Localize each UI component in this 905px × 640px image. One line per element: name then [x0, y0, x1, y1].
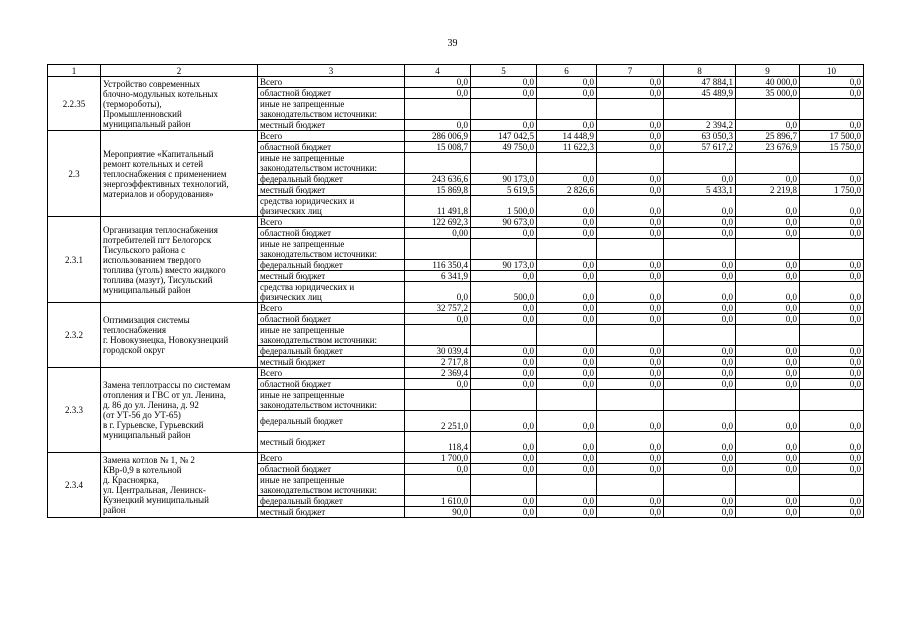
- value-cell: 5 433,1: [664, 185, 736, 196]
- value-cell: 2 394,2: [664, 120, 736, 131]
- value-cell: [800, 390, 864, 411]
- header-cell: 10: [800, 65, 864, 77]
- value-cell: 6 341,9: [405, 271, 471, 282]
- value-cell: 0,0: [537, 368, 597, 379]
- value-cell: 2 219,8: [736, 185, 800, 196]
- value-cell: [800, 325, 864, 346]
- value-cell: 0,0: [800, 314, 864, 325]
- value-cell: 0,0: [597, 282, 664, 303]
- value-cell: 0,0: [664, 379, 736, 390]
- funding-source: федеральный бюджет: [258, 411, 405, 432]
- value-cell: 116 350,4: [405, 260, 471, 271]
- value-cell: [537, 99, 597, 120]
- value-cell: 0,0: [537, 282, 597, 303]
- value-cell: 0,0: [537, 379, 597, 390]
- value-cell: 35 000,0: [736, 88, 800, 99]
- value-cell: 0,0: [736, 453, 800, 464]
- value-cell: 23 676,9: [736, 142, 800, 153]
- value-cell: [736, 475, 800, 496]
- value-cell: 0,0: [736, 196, 800, 217]
- value-cell: 0,0: [800, 282, 864, 303]
- value-cell: [736, 390, 800, 411]
- value-cell: 0,0: [736, 217, 800, 228]
- table-row: [48, 131, 864, 142]
- value-cell: 40 000,0: [736, 77, 800, 88]
- value-cell: [405, 475, 471, 496]
- value-cell: 2 717,8: [405, 357, 471, 368]
- value-cell: 243 636,6: [405, 174, 471, 185]
- funding-source: областной бюджет: [258, 88, 405, 99]
- value-cell: 0,0: [800, 411, 864, 432]
- value-cell: 0,0: [597, 77, 664, 88]
- value-cell: [471, 239, 537, 260]
- value-cell: 0,00: [405, 228, 471, 239]
- value-cell: 49 750,0: [471, 142, 537, 153]
- value-cell: 500,0: [471, 282, 537, 303]
- value-cell: 0,0: [736, 228, 800, 239]
- value-cell: 2 369,4: [405, 368, 471, 379]
- value-cell: 0,0: [537, 357, 597, 368]
- value-cell: 0,0: [800, 368, 864, 379]
- value-cell: 0,0: [800, 196, 864, 217]
- value-cell: 2 826,6: [537, 185, 597, 196]
- value-cell: [664, 475, 736, 496]
- value-cell: [664, 390, 736, 411]
- value-cell: 0,0: [800, 379, 864, 390]
- header-cell: 5: [471, 65, 537, 77]
- table-row: [48, 303, 864, 314]
- funding-source: Всего: [258, 217, 405, 228]
- value-cell: [537, 153, 597, 174]
- value-cell: [736, 325, 800, 346]
- value-cell: 0,0: [800, 260, 864, 271]
- value-cell: 0,0: [800, 120, 864, 131]
- item-name: Замена котлов № 1, № 2 КВр-0,9 в котельной д. Красноярка, ул. Центральная, Ленинск- Кузнецкий муниципальный район: [101, 453, 258, 518]
- value-cell: 0,0: [405, 120, 471, 131]
- value-cell: 0,0: [800, 357, 864, 368]
- value-cell: 2 251,0: [405, 411, 471, 432]
- value-cell: 0,0: [471, 314, 537, 325]
- value-cell: 0,0: [597, 131, 664, 142]
- value-cell: 0,0: [736, 174, 800, 185]
- value-cell: 0,0: [597, 303, 664, 314]
- item-name: Оптимизация системы теплоснабжения г. Новокузнецка, Новокузнецкий городской округ: [101, 303, 258, 368]
- value-cell: 0,0: [537, 260, 597, 271]
- value-cell: 0,0: [405, 314, 471, 325]
- value-cell: 0,0: [537, 346, 597, 357]
- value-cell: 0,0: [664, 174, 736, 185]
- value-cell: 0,0: [800, 507, 864, 518]
- value-cell: 0,0: [597, 88, 664, 99]
- header-cell: 1: [48, 65, 101, 77]
- table-row: [48, 368, 864, 379]
- funding-source: местный бюджет: [258, 432, 405, 453]
- value-cell: 0,0: [664, 260, 736, 271]
- value-cell: [736, 99, 800, 120]
- value-cell: 0,0: [664, 346, 736, 357]
- value-cell: [405, 99, 471, 120]
- value-cell: 0,0: [597, 217, 664, 228]
- value-cell: 0,0: [664, 217, 736, 228]
- value-cell: 0,0: [405, 464, 471, 475]
- value-cell: 0,0: [471, 411, 537, 432]
- value-cell: 0,0: [537, 120, 597, 131]
- funding-source: местный бюджет: [258, 271, 405, 282]
- value-cell: 0,0: [664, 282, 736, 303]
- value-cell: 0,0: [471, 271, 537, 282]
- value-cell: 0,0: [405, 379, 471, 390]
- value-cell: [405, 390, 471, 411]
- value-cell: 0,0: [537, 303, 597, 314]
- value-cell: 0,0: [537, 496, 597, 507]
- funding-source: средства юридических и физических лиц: [258, 196, 405, 217]
- value-cell: 0,0: [800, 303, 864, 314]
- value-cell: [537, 239, 597, 260]
- header-cell: 6: [537, 65, 597, 77]
- value-cell: 0,0: [664, 368, 736, 379]
- value-cell: [537, 475, 597, 496]
- table-row: [48, 453, 864, 464]
- funding-source: местный бюджет: [258, 357, 405, 368]
- value-cell: 0,0: [736, 496, 800, 507]
- value-cell: 0,0: [471, 368, 537, 379]
- value-cell: 122 692,3: [405, 217, 471, 228]
- value-cell: 0,0: [736, 303, 800, 314]
- value-cell: 0,0: [537, 196, 597, 217]
- value-cell: [664, 153, 736, 174]
- value-cell: [471, 390, 537, 411]
- budget-table: [47, 64, 864, 518]
- funding-source: Всего: [258, 303, 405, 314]
- value-cell: [664, 99, 736, 120]
- value-cell: 286 006,9: [405, 131, 471, 142]
- value-cell: 0,0: [664, 507, 736, 518]
- value-cell: 0,0: [800, 453, 864, 464]
- value-cell: 0,0: [664, 432, 736, 453]
- item-code: 2.3.2: [48, 303, 101, 368]
- value-cell: [405, 239, 471, 260]
- value-cell: [736, 239, 800, 260]
- value-cell: 0,0: [471, 357, 537, 368]
- value-cell: 0,0: [537, 228, 597, 239]
- funding-source: областной бюджет: [258, 314, 405, 325]
- value-cell: 0,0: [471, 379, 537, 390]
- value-cell: [800, 153, 864, 174]
- value-cell: 1 700,0: [405, 453, 471, 464]
- value-cell: [597, 239, 664, 260]
- value-cell: 0,0: [664, 357, 736, 368]
- value-cell: 0,0: [537, 432, 597, 453]
- value-cell: 0,0: [736, 464, 800, 475]
- value-cell: 0,0: [664, 196, 736, 217]
- value-cell: 0,0: [597, 411, 664, 432]
- value-cell: 0,0: [597, 346, 664, 357]
- value-cell: 0,0: [664, 464, 736, 475]
- value-cell: 0,0: [800, 432, 864, 453]
- value-cell: 15 869,8: [405, 185, 471, 196]
- value-cell: 63 050,3: [664, 131, 736, 142]
- value-cell: 14 448,9: [537, 131, 597, 142]
- value-cell: 0,0: [597, 368, 664, 379]
- value-cell: [597, 153, 664, 174]
- header-cell: 2: [101, 65, 258, 77]
- value-cell: 0,0: [736, 271, 800, 282]
- value-cell: 1 750,0: [800, 185, 864, 196]
- value-cell: 0,0: [800, 174, 864, 185]
- value-cell: 0,0: [471, 507, 537, 518]
- value-cell: 45 489,9: [664, 88, 736, 99]
- value-cell: 0,0: [664, 228, 736, 239]
- value-cell: 0,0: [597, 260, 664, 271]
- value-cell: 0,0: [664, 411, 736, 432]
- value-cell: 11 491,8: [405, 196, 471, 217]
- value-cell: 90 673,0: [471, 217, 537, 228]
- value-cell: 25 896,7: [736, 131, 800, 142]
- value-cell: 0,0: [537, 217, 597, 228]
- value-cell: [471, 99, 537, 120]
- value-cell: 0,0: [471, 303, 537, 314]
- value-cell: 0,0: [736, 368, 800, 379]
- value-cell: 90,0: [405, 507, 471, 518]
- item-code: 2.3.1: [48, 217, 101, 303]
- value-cell: 0,0: [537, 453, 597, 464]
- value-cell: 1 500,0: [471, 196, 537, 217]
- value-cell: [597, 475, 664, 496]
- item-name: Мероприятие «Капитальный ремонт котельных и сетей теплоснабжения с применением энергоэффективных технологий, материалов и оборудования»: [101, 131, 258, 217]
- value-cell: 0,0: [471, 120, 537, 131]
- value-cell: 0,0: [597, 228, 664, 239]
- header-cell: 3: [258, 65, 405, 77]
- value-cell: 0,0: [800, 346, 864, 357]
- value-cell: 0,0: [736, 432, 800, 453]
- funding-source: иные не запрещенные законодательством источники:: [258, 239, 405, 260]
- value-cell: 0,0: [537, 271, 597, 282]
- value-cell: 0,0: [597, 496, 664, 507]
- value-cell: 11 622,3: [537, 142, 597, 153]
- value-cell: 0,0: [597, 453, 664, 464]
- value-cell: 0,0: [664, 453, 736, 464]
- funding-source: местный бюджет: [258, 120, 405, 131]
- value-cell: 0,0: [471, 496, 537, 507]
- value-cell: [597, 99, 664, 120]
- value-cell: 0,0: [664, 303, 736, 314]
- table-row: [48, 217, 864, 228]
- funding-source: местный бюджет: [258, 507, 405, 518]
- value-cell: [537, 325, 597, 346]
- value-cell: 0,0: [597, 185, 664, 196]
- header-cell: 9: [736, 65, 800, 77]
- value-cell: 0,0: [597, 314, 664, 325]
- header-cell: 7: [597, 65, 664, 77]
- funding-source: местный бюджет: [258, 185, 405, 196]
- value-cell: 0,0: [537, 174, 597, 185]
- value-cell: 0,0: [537, 464, 597, 475]
- value-cell: [664, 239, 736, 260]
- funding-source: областной бюджет: [258, 142, 405, 153]
- value-cell: 147 042,5: [471, 131, 537, 142]
- value-cell: 0,0: [471, 432, 537, 453]
- value-cell: 0,0: [736, 314, 800, 325]
- value-cell: 57 617,2: [664, 142, 736, 153]
- funding-source: федеральный бюджет: [258, 346, 405, 357]
- value-cell: 15 008,7: [405, 142, 471, 153]
- value-cell: [664, 325, 736, 346]
- value-cell: 30 039,4: [405, 346, 471, 357]
- value-cell: 0,0: [800, 496, 864, 507]
- funding-source: иные не запрещенные законодательством источники:: [258, 153, 405, 174]
- value-cell: 0,0: [471, 228, 537, 239]
- value-cell: 0,0: [736, 357, 800, 368]
- value-cell: 0,0: [405, 282, 471, 303]
- value-cell: [597, 390, 664, 411]
- item-name: Устройство современных блочно-модульных котельных (термороботы), Промышленновский муниципальный район: [101, 77, 258, 131]
- value-cell: 0,0: [471, 77, 537, 88]
- value-cell: 32 757,2: [405, 303, 471, 314]
- item-code: 2.3: [48, 131, 101, 217]
- value-cell: 5 619,5: [471, 185, 537, 196]
- value-cell: 0,0: [664, 271, 736, 282]
- value-cell: 0,0: [537, 411, 597, 432]
- value-cell: 0,0: [800, 88, 864, 99]
- value-cell: 0,0: [597, 432, 664, 453]
- funding-source: иные не запрещенные законодательством источники:: [258, 390, 405, 411]
- value-cell: [800, 99, 864, 120]
- value-cell: 0,0: [537, 77, 597, 88]
- funding-source: федеральный бюджет: [258, 174, 405, 185]
- value-cell: 0,0: [736, 346, 800, 357]
- header-cell: 4: [405, 65, 471, 77]
- value-cell: 0,0: [597, 142, 664, 153]
- value-cell: 0,0: [736, 379, 800, 390]
- funding-source: федеральный бюджет: [258, 260, 405, 271]
- item-name: Замена теплотрассы по системам отопления и ГВС от ул. Ленина, д. 86 до ул. Ленина, д. 92 (от УТ-56 до УТ-65) в г. Гурьевске, Гурьевский муниципальный район: [101, 368, 258, 453]
- value-cell: [471, 325, 537, 346]
- item-name: Организация теплоснабжения потребителей пгт Белогорск Тисульского района с использованием твердого топлива (уголь) вместо жидкого топлива (мазут), Тисульский муниципальный район: [101, 217, 258, 303]
- value-cell: 15 750,0: [800, 142, 864, 153]
- value-cell: 0,0: [597, 357, 664, 368]
- value-cell: [405, 153, 471, 174]
- value-cell: 17 500,0: [800, 131, 864, 142]
- funding-source: Всего: [258, 453, 405, 464]
- funding-source: Всего: [258, 368, 405, 379]
- value-cell: 0,0: [597, 120, 664, 131]
- value-cell: 0,0: [597, 464, 664, 475]
- funding-source: иные не запрещенные законодательством источники:: [258, 475, 405, 496]
- value-cell: [736, 153, 800, 174]
- funding-source: Всего: [258, 131, 405, 142]
- value-cell: 0,0: [597, 196, 664, 217]
- value-cell: 0,0: [800, 271, 864, 282]
- value-cell: 0,0: [800, 228, 864, 239]
- item-code: 2.2.35: [48, 77, 101, 131]
- value-cell: 0,0: [597, 174, 664, 185]
- value-cell: 0,0: [471, 453, 537, 464]
- item-code: 2.3.4: [48, 453, 101, 518]
- value-cell: 118,4: [405, 432, 471, 453]
- value-cell: 0,0: [736, 507, 800, 518]
- value-cell: 47 884,1: [664, 77, 736, 88]
- value-cell: 90 173,0: [471, 260, 537, 271]
- value-cell: [800, 475, 864, 496]
- value-cell: 1 610,0: [405, 496, 471, 507]
- value-cell: 0,0: [597, 379, 664, 390]
- value-cell: 0,0: [471, 464, 537, 475]
- value-cell: 0,0: [664, 496, 736, 507]
- funding-source: федеральный бюджет: [258, 496, 405, 507]
- value-cell: [405, 325, 471, 346]
- funding-source: иные не запрещенные законодательством источники:: [258, 325, 405, 346]
- value-cell: 0,0: [405, 77, 471, 88]
- table-row: [48, 77, 864, 88]
- value-cell: 0,0: [537, 507, 597, 518]
- value-cell: 0,0: [664, 314, 736, 325]
- value-cell: 90 173,0: [471, 174, 537, 185]
- value-cell: [471, 153, 537, 174]
- value-cell: [800, 239, 864, 260]
- value-cell: 0,0: [800, 77, 864, 88]
- funding-source: областной бюджет: [258, 464, 405, 475]
- funding-source: областной бюджет: [258, 379, 405, 390]
- value-cell: 0,0: [537, 88, 597, 99]
- funding-source: областной бюджет: [258, 228, 405, 239]
- value-cell: 0,0: [597, 507, 664, 518]
- value-cell: 0,0: [471, 88, 537, 99]
- value-cell: 0,0: [800, 464, 864, 475]
- value-cell: 0,0: [597, 271, 664, 282]
- funding-source: Всего: [258, 77, 405, 88]
- value-cell: [471, 475, 537, 496]
- header-row: [48, 65, 864, 77]
- value-cell: [537, 390, 597, 411]
- funding-source: иные не запрещенные законодательством источники:: [258, 99, 405, 120]
- value-cell: 0,0: [537, 314, 597, 325]
- value-cell: [597, 325, 664, 346]
- funding-source: средства юридических и физических лиц: [258, 282, 405, 303]
- value-cell: 0,0: [736, 282, 800, 303]
- value-cell: 0,0: [800, 217, 864, 228]
- value-cell: 0,0: [736, 120, 800, 131]
- header-cell: 8: [664, 65, 736, 77]
- page-number: 39: [447, 38, 458, 49]
- item-code: 2.3.3: [48, 368, 101, 453]
- value-cell: 0,0: [736, 411, 800, 432]
- value-cell: 0,0: [736, 260, 800, 271]
- value-cell: 0,0: [471, 346, 537, 357]
- value-cell: 0,0: [405, 88, 471, 99]
